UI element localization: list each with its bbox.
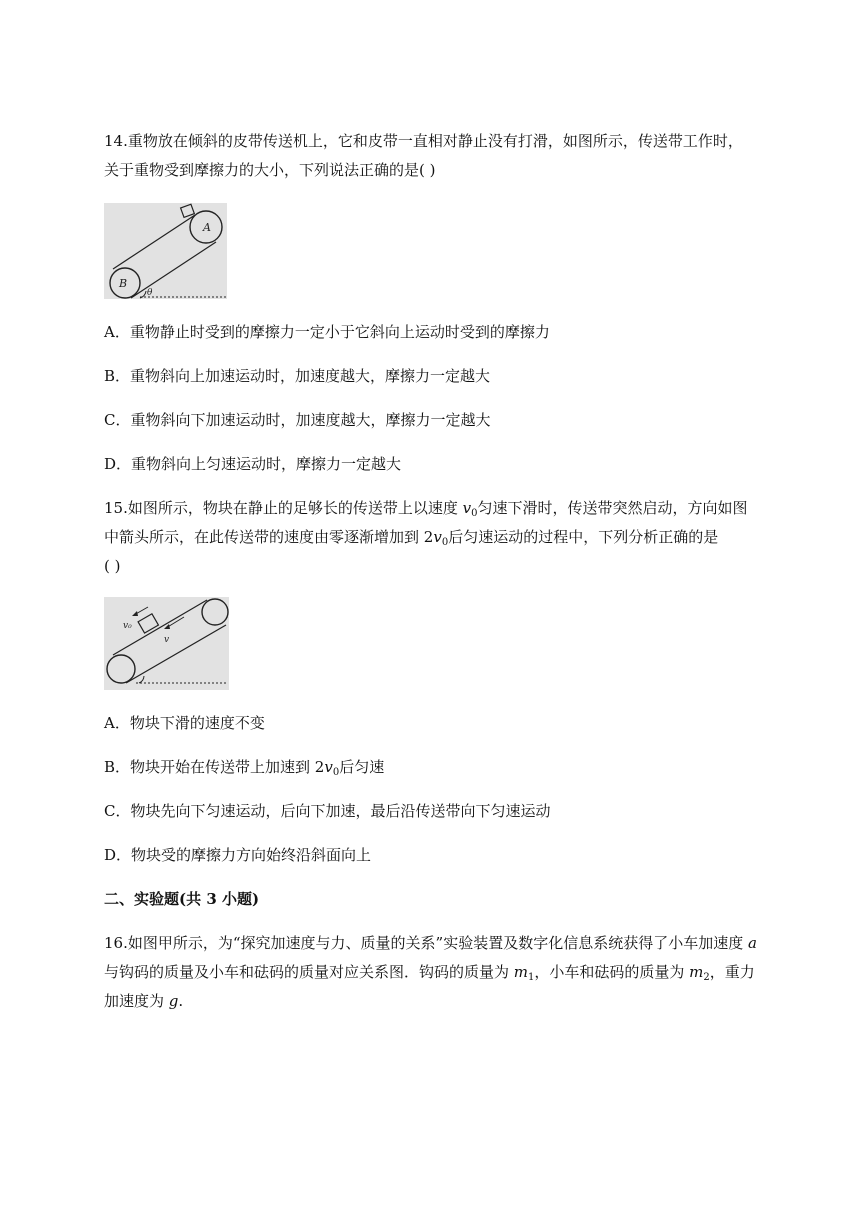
v0-label: v₀: [123, 621, 132, 631]
section-heading: 二、实验题(共 3 小题): [104, 890, 260, 908]
q16-line3: 加速度为 g.: [104, 992, 184, 1010]
v-label: v: [164, 635, 170, 645]
q15-option-d: D．物块受的摩擦力方向始终沿斜面向上: [104, 846, 372, 864]
q15-option-a: A．物块下滑的速度不变: [104, 714, 265, 732]
angle-theta-label: θ: [147, 288, 153, 298]
q14-stem-line2: 关于重物受到摩擦力的大小，下列说法正确的是( ): [104, 161, 436, 179]
q15-stem-line2: 中箭头所示，在此传送带的速度由零逐渐增加到 $2v_0$后匀速运动的过程中，下列分析正确的是: [104, 528, 719, 548]
q14-conveyor-figure: [104, 203, 227, 299]
q14-option-b: B．重物斜向上加速运动时，加速度越大，摩擦力一定越大: [104, 367, 491, 385]
q14-option-d: D．重物斜向上匀速运动时，摩擦力一定越大: [104, 455, 402, 473]
q15-stem-line1: 15.如图所示，物块在静止的足够长的传送带上以速度 $v_0$匀速下滑时，传送带突然启动，方向如图: [104, 499, 748, 519]
pulley-a-label: A: [203, 221, 211, 234]
q14-stem-line1: 14.重物放在倾斜的皮带传送机上，它和皮带一直相对静止没有打滑，如图所示，传送带工作时，: [104, 132, 743, 150]
q14-option-c: C．重物斜向下加速运动时，加速度越大，摩擦力一定越大: [104, 411, 491, 429]
q15-stem-line3: ( ): [104, 557, 121, 575]
q16-line2: 与钩码的质量及小车和砝码的质量对应关系图．钩码的质量为 $m_1$，小车和砝码的质量为 $m_2$，重力: [104, 963, 755, 983]
pulley-b-label: B: [119, 277, 128, 290]
q15-option-c: C．物块先向下匀速运动，后向下加速，最后沿传送带向下匀速运动: [104, 802, 551, 820]
q15-conveyor-figure: [104, 597, 229, 690]
q14-option-a: A．重物静止时受到的摩擦力一定小于它斜向上运动时受到的摩擦力: [104, 323, 550, 341]
q15-option-b: B．物块开始在传送带上加速到 $2v_0$后匀速: [104, 758, 385, 778]
q16-line1: 16.如图甲所示，为“探究加速度与力、质量的关系”实验装置及数字化信息系统获得了小车加速度 a: [104, 934, 757, 952]
